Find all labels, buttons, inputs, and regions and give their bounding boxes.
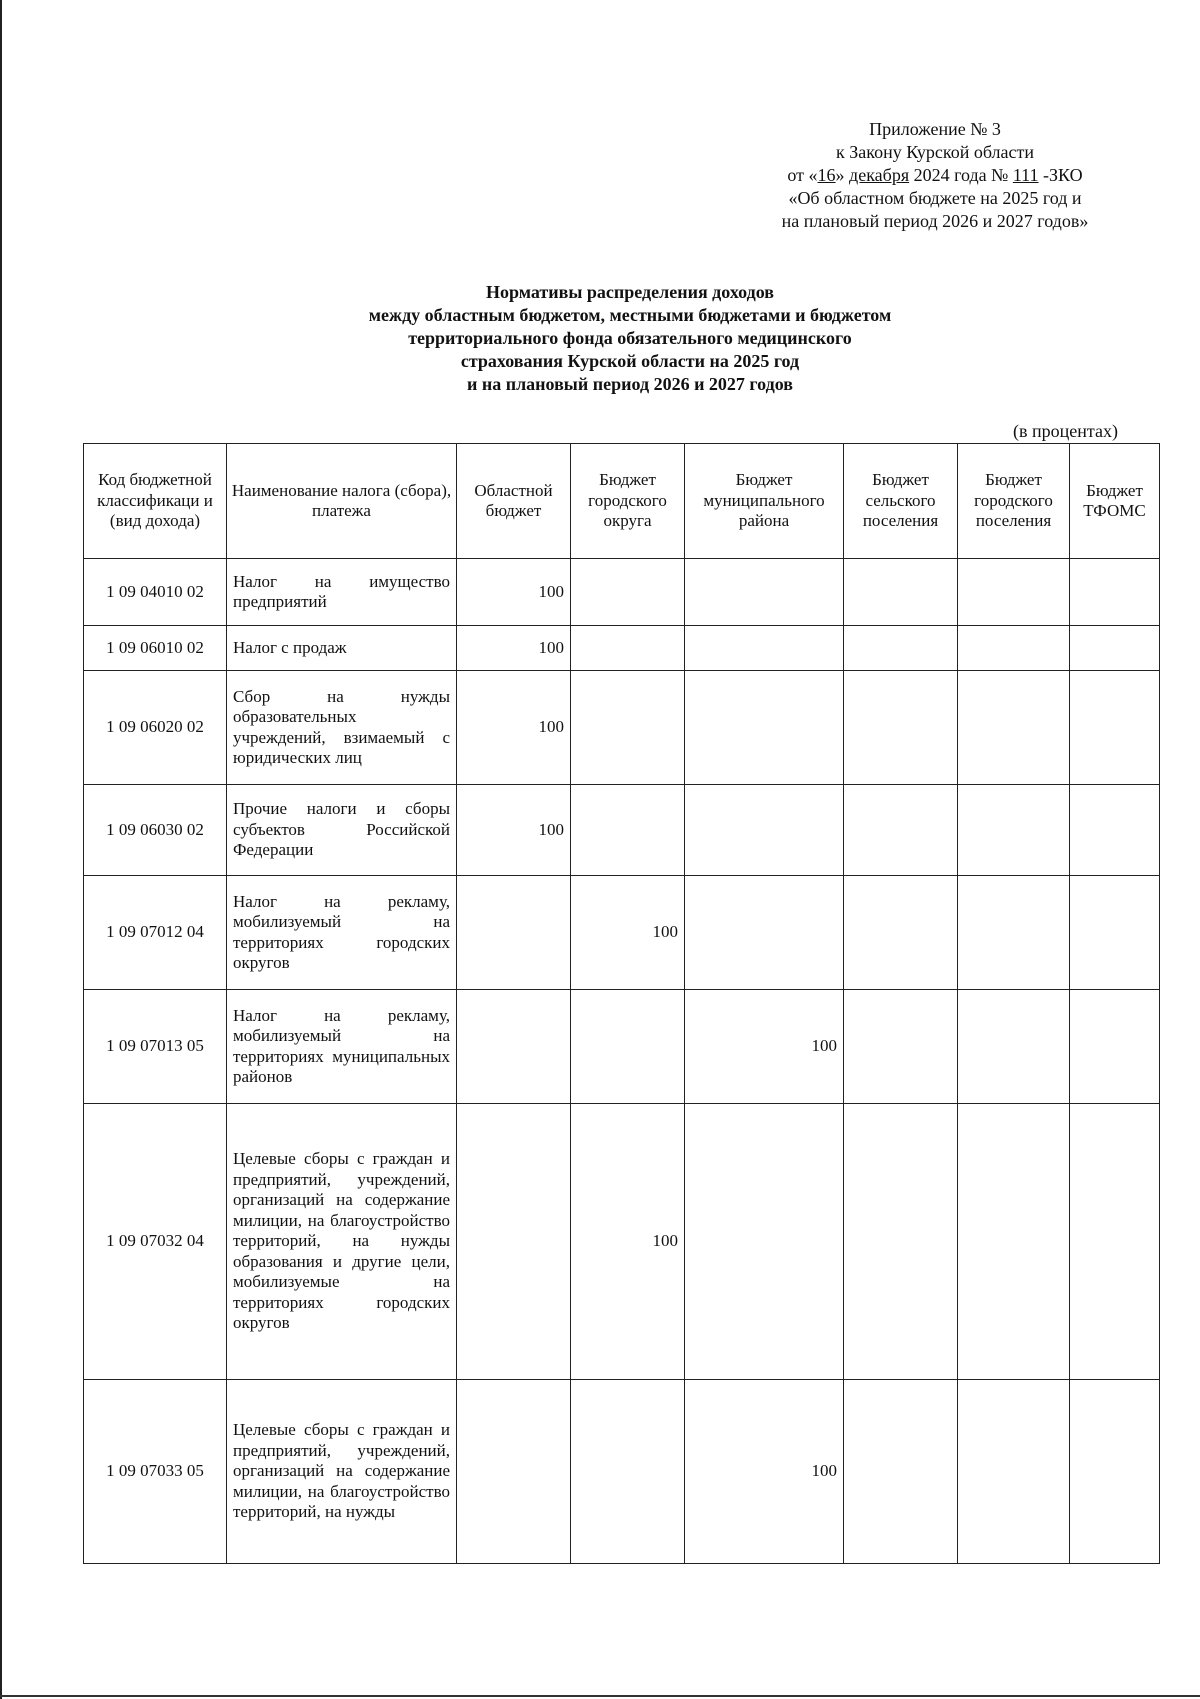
value-regional [457, 876, 571, 990]
value-tfoms [1070, 990, 1160, 1104]
header-code: Код бюджетной классификаци и (вид дохода) [84, 444, 227, 559]
row-code: 1 09 06020 02 [84, 671, 227, 785]
value-urban-settlement [958, 671, 1070, 785]
value-rural-settlement [844, 626, 958, 671]
document-title [230, 281, 1030, 396]
value-rural-settlement [844, 671, 958, 785]
title-line-4: страхования Курской области на 2025 год [460, 351, 800, 371]
value-municipal-district [685, 876, 844, 990]
table-row [84, 785, 1160, 876]
header-municipal-district-budget: Бюджет муниципального района [685, 444, 844, 559]
value-tfoms [1070, 671, 1160, 785]
value-tfoms [1070, 785, 1160, 876]
value-city-district [571, 785, 685, 876]
value-urban-settlement [958, 1380, 1070, 1564]
value-city-district [571, 626, 685, 671]
appendix-law-number: 111 [1012, 165, 1039, 185]
page-left-edge [0, 0, 2, 1699]
row-name: Целевые сборы с граждан и предприятий, учреждений, организаций на содержание милиции, на благоустройство территорий, на нужды [227, 1380, 457, 1564]
value-rural-settlement [844, 990, 958, 1104]
value-city-district: 100 [571, 1104, 685, 1380]
row-name: Налог на рекламу, мобилизуемый на территориях городских округов [227, 876, 457, 990]
header-rural-settlement-budget: Бюджет сельского поселения [844, 444, 958, 559]
row-name: Налог на рекламу, мобилизуемый на территориях муниципальных районов [227, 990, 457, 1104]
header-regional-budget: Областной бюджет [457, 444, 571, 559]
title-line-5: и на плановый период 2026 и 2027 годов [466, 374, 794, 394]
row-code: 1 09 06030 02 [84, 785, 227, 876]
value-tfoms [1070, 1380, 1160, 1564]
appendix-day: 16 [817, 165, 836, 185]
table-row [84, 1380, 1160, 1564]
value-regional: 100 [457, 671, 571, 785]
appendix-line-3 [700, 164, 1170, 187]
title-line-1: Нормативы распределения доходов [485, 282, 775, 302]
row-name: Налог на имущество предприятий [227, 559, 457, 626]
appendix-line-1: Приложение № 3 [869, 119, 1001, 139]
table-header-row [84, 444, 1160, 559]
title-line-2: между областным бюджетом, местными бюджетами и бюджетом [368, 305, 892, 325]
row-code: 1 09 07032 04 [84, 1104, 227, 1380]
table-row [84, 876, 1160, 990]
appendix-date-prefix: от « [787, 165, 818, 185]
value-urban-settlement [958, 626, 1070, 671]
value-municipal-district [685, 626, 844, 671]
value-urban-settlement [958, 785, 1070, 876]
header-urban-settlement-budget: Бюджет городского поселения [958, 444, 1070, 559]
row-name: Сбор на нужды образовательных учреждений, взимаемый с юридических лиц [227, 671, 457, 785]
value-city-district [571, 559, 685, 626]
value-rural-settlement [844, 876, 958, 990]
value-regional: 100 [457, 626, 571, 671]
value-municipal-district: 100 [685, 990, 844, 1104]
value-city-district [571, 671, 685, 785]
row-name: Прочие налоги и сборы субъектов Российской Федерации [227, 785, 457, 876]
page-bottom-edge [0, 1695, 1200, 1697]
value-urban-settlement [958, 990, 1070, 1104]
appendix-line-4: «Об областном бюджете на 2025 год и [788, 188, 1082, 208]
value-municipal-district [685, 785, 844, 876]
value-rural-settlement [844, 559, 958, 626]
value-urban-settlement [958, 876, 1070, 990]
value-regional [457, 1380, 571, 1564]
value-tfoms [1070, 559, 1160, 626]
value-municipal-district [685, 559, 844, 626]
value-regional: 100 [457, 559, 571, 626]
appendix-line-2: к Закону Курской области [836, 142, 1034, 162]
value-regional [457, 990, 571, 1104]
row-code: 1 09 07033 05 [84, 1380, 227, 1564]
value-municipal-district [685, 671, 844, 785]
row-code: 1 09 07012 04 [84, 876, 227, 990]
value-city-district: 100 [571, 876, 685, 990]
header-name: Наименование налога (сбора), платежа [227, 444, 457, 559]
appendix-year: 2024 года № [909, 165, 1013, 185]
row-code: 1 09 07013 05 [84, 990, 227, 1104]
value-tfoms [1070, 626, 1160, 671]
table-row [84, 990, 1160, 1104]
header-city-district-budget: Бюджет городского округа [571, 444, 685, 559]
appendix-law-suffix: -ЗКО [1038, 165, 1083, 185]
value-city-district [571, 990, 685, 1104]
value-urban-settlement [958, 559, 1070, 626]
value-tfoms [1070, 1104, 1160, 1380]
distribution-table [83, 443, 1160, 1564]
value-rural-settlement [844, 1380, 958, 1564]
appendix-header [700, 118, 1170, 233]
value-regional [457, 1104, 571, 1380]
table-row [84, 559, 1160, 626]
title-line-3: территориального фонда обязательного медицинского [408, 328, 852, 348]
appendix-date-sep: » [835, 165, 850, 185]
value-tfoms [1070, 876, 1160, 990]
unit-note: (в процентах) [1013, 421, 1118, 441]
value-rural-settlement [844, 1104, 958, 1380]
row-name: Налог с продаж [227, 626, 457, 671]
appendix-line-5: на плановый период 2026 и 2027 годов» [781, 211, 1089, 231]
table-row [84, 626, 1160, 671]
table-row [84, 671, 1160, 785]
value-municipal-district [685, 1104, 844, 1380]
value-municipal-district: 100 [685, 1380, 844, 1564]
value-regional: 100 [457, 785, 571, 876]
header-tfoms-budget: Бюджет ТФОМС [1070, 444, 1160, 559]
value-rural-settlement [844, 785, 958, 876]
row-code: 1 09 04010 02 [84, 559, 227, 626]
row-name: Целевые сборы с граждан и предприятий, учреждений, организаций на содержание милиции, на благоустройство территорий, на нужды образования и другие цели, мобилизуемые на территориях городских округов [227, 1104, 457, 1380]
value-city-district [571, 1380, 685, 1564]
table-row [84, 1104, 1160, 1380]
value-urban-settlement [958, 1104, 1070, 1380]
row-code: 1 09 06010 02 [84, 626, 227, 671]
appendix-month: декабря [849, 165, 910, 185]
